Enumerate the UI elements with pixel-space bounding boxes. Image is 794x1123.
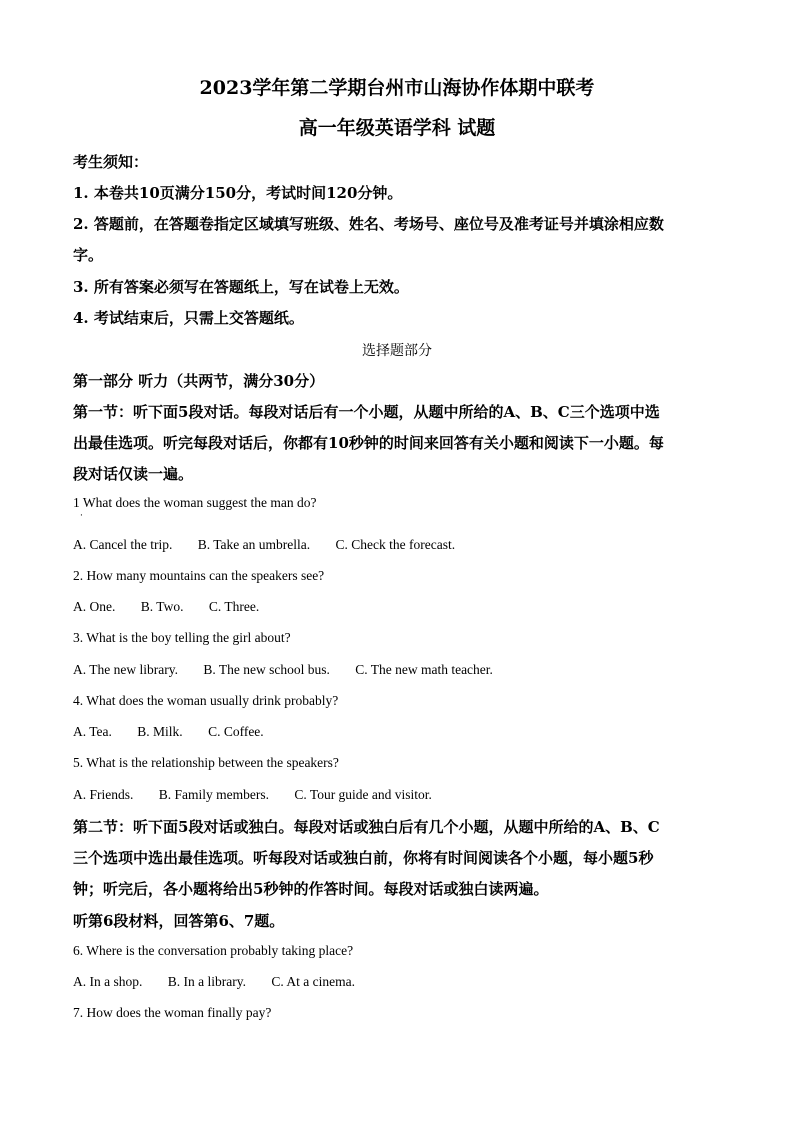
- section1-instructions: 段对话仅读一遍。: [73, 465, 194, 483]
- option: A. Tea.: [73, 724, 112, 739]
- question-6: 6. Where is the conversation probably taking place?: [73, 943, 354, 958]
- option: B. The new school bus.: [203, 662, 330, 677]
- option: B. Take an umbrella.: [197, 537, 311, 552]
- options-5: [73, 787, 432, 803]
- section1-instructions: 出最佳选项。听完每段对话后，你都有10秒钟的时间来回答有关小题和阅读下一小题。每: [73, 434, 664, 452]
- question-1: 1 What does the woman suggest the man do?: [73, 495, 317, 510]
- section1-instructions: 第一节：听下面5段对话。每段对话后有一个小题，从题中所给的A、B、C三个选项中选: [73, 403, 660, 421]
- section2-instructions: 三个选项中选出最佳选项。听每段对话或独白前，你将有时间阅读各个小题，每小题5秒: [73, 849, 654, 867]
- notice-item: 2. 答题前，在答题卷指定区域填写班级、姓名、考场号、座位号及准考证号并填涂相应数: [73, 215, 664, 233]
- option: A. Friends.: [73, 787, 134, 802]
- question-7: 7. How does the woman finally pay?: [73, 1005, 272, 1020]
- question-5: 5. What is the relationship between the speakers?: [73, 755, 339, 770]
- stray-mark: ·: [80, 511, 83, 521]
- option: C. Check the forecast.: [335, 537, 456, 552]
- options-1: [73, 537, 455, 553]
- option: C. Three.: [208, 599, 260, 614]
- options-6: [73, 974, 355, 990]
- choice-part-heading: 选择题部分: [362, 343, 432, 359]
- option: B. Milk.: [137, 724, 183, 739]
- notice-item: 1. 本卷共10页满分150分，考试时间120分钟。: [73, 184, 403, 202]
- option: C. Coffee.: [208, 724, 264, 739]
- notice-item: 字。: [73, 246, 104, 264]
- part1-title: 第一部分 听力（共两节，满分30分）: [73, 372, 325, 390]
- option: A. In a shop.: [73, 974, 143, 989]
- options-4: [73, 724, 264, 740]
- options-3: [73, 662, 493, 678]
- question-3: 3. What is the boy telling the girl about?: [73, 630, 291, 645]
- option: B. In a library.: [167, 974, 246, 989]
- exam-title: 2023学年第二学期台州市山海协作体期中联考: [199, 77, 595, 99]
- section2-instructions: 钟；听完后，各小题将给出5秒钟的作答时间。每段对话或独白读两遍。: [73, 880, 549, 898]
- option: A. Cancel the trip.: [73, 537, 173, 552]
- option: A. The new library.: [73, 662, 178, 677]
- options-2: [73, 599, 259, 615]
- notice-item: 3. 所有答案必须写在答题纸上，写在试卷上无效。: [73, 278, 409, 296]
- question-4: 4. What does the woman usually drink probably?: [73, 693, 339, 708]
- option: A. One.: [73, 599, 116, 614]
- option: B. Two.: [140, 599, 184, 614]
- option: C. The new math teacher.: [355, 662, 493, 677]
- notice-item: 4. 考试结束后，只需上交答题纸。: [73, 309, 304, 327]
- option: C. At a cinema.: [271, 974, 355, 989]
- option: C. Tour guide and visitor.: [294, 787, 432, 802]
- section2-instructions: 第二节：听下面5段对话或独白。每段对话或独白后有几个小题，从题中所给的A、B、C: [73, 818, 660, 836]
- exam-subtitle: 高一年级英语学科 试题: [298, 117, 496, 139]
- option: B. Family members.: [158, 787, 269, 802]
- material-6-heading: 听第6段材料，回答第6、7题。: [73, 912, 285, 930]
- notice-heading: 考生须知：: [73, 153, 149, 171]
- question-2: 2. How many mountains can the speakers see?: [73, 568, 325, 583]
